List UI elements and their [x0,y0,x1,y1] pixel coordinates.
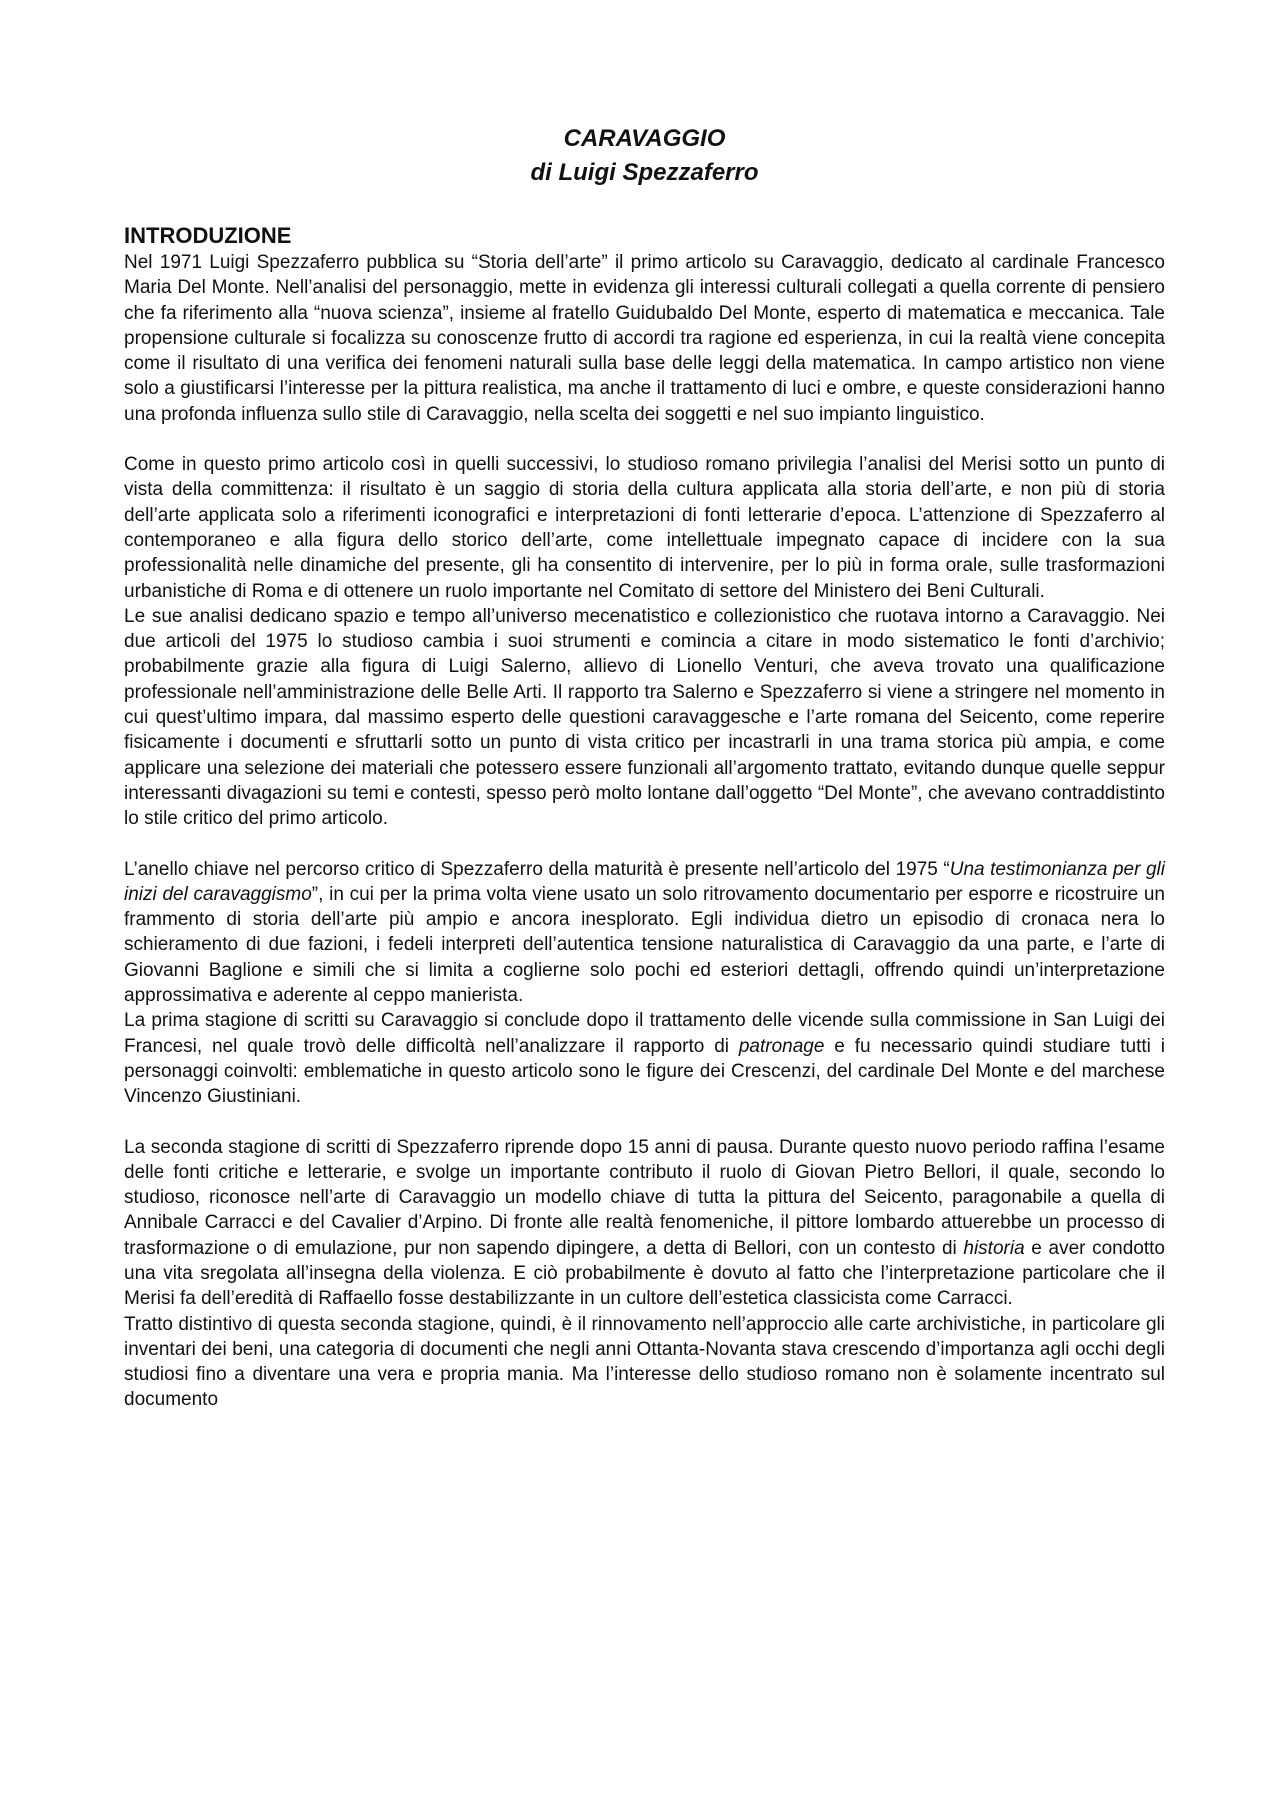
paragraph-gap [124,1110,1165,1135]
paragraph-1: Nel 1971 Luigi Spezzaferro pubblica su “Storia dell’arte” il primo articolo su Caravaggio, dedicato al cardinale Francesco Maria Del Monte. Nell’analisi del personaggio, mette in evidenza gli interessi culturali collegati a quella corrente di pensiero che fa riferimento alla “nuova scienza”, insieme al fratello Guidubaldo Del Monte, esperto di matematica e meccanica. Tale propensione culturale si focalizza su conoscenze frutto di accordi tra ragione ed esperienza, in cui la realtà viene concepita come il risultato di una verifica dei fenomeni naturali sulla base delle leggi della matematica. In campo artistico non viene solo a giustificarsi l’interesse per la pittura realistica, ma anche il trattamento di luci e ombre, e queste considerazioni hanno una profonda influenza sullo stile di Caravaggio, nella scelta dei soggetti e nel suo impianto linguistico. [124,252,1165,425]
paragraph-2: Come in questo primo articolo così in quelli successivi, lo studioso romano privilegia l’analisi del Merisi sotto un punto di vista della committenza: il risultato è un saggio di storia della cultura applicata alla storia dell’arte, e non più di storia dell’arte applicata solo a riferimenti iconografici e interpretazioni di fonti letterarie d’epoca. L’attenzione di Spezzaferro al contemporaneo e alla figura dello storico dell’arte, come intellettuale impegnato capace di incidere con la sua professionalità nelle dinamiche del presente, gli ha consentito di intervenire, per lo più in forma orale, sulle trasformazioni urbanistiche di Roma e di ottenere un ruolo importante nel Comitato di settore del Ministero dei Beni Culturali. [124,454,1165,602]
paragraph-5-italic-term: patronage [738,1035,825,1057]
paragraph-4 [124,857,1165,1009]
paragraph-4-text-after: ”, in cui per la prima volta viene usato un solo ritrovamento documentario per esporre e ricostruire un frammento di storia dell’arte più ampio e ancora inesplorato. Egli individua dietro un episodio di cronaca nera lo schieramento di due fazioni, i fedeli interpreti dell’autentica tensione naturalistica di Caravaggio da una parte, e l’arte di Giovanni Baglione e simili che si limita a coglierne solo pochi ed esteriori dettagli, offrendo quindi un’interpretazione approssimativa e aderente al ceppo manierista. [124,883,1165,1007]
document-page [124,122,1165,1413]
document-subtitle: di Luigi Spezzaferro [530,159,759,186]
section-heading-introduzione: INTRODUZIONE [124,223,292,248]
paragraph-gap [124,427,1165,452]
paragraph-4-text-before: L’anello chiave nel percorso critico di Spezzaferro della maturità è presente nell’articolo del 1975 “ [124,858,950,880]
paragraph-5-text-after: e fu necessario quindi studiare tutti i personaggi coinvolti: emblematiche in questo articolo sono le figure dei Crescenzi, del cardinale Del Monte e del marchese Vincenzo Giustiniani. [124,1035,1165,1108]
paragraph-6-italic-term: historia [963,1237,1025,1259]
paragraph-5 [124,1008,1165,1109]
paragraph-4-italic-title: Una testimonianza per gli inizi del caravaggismo [124,858,1165,905]
paragraph-gap [124,832,1165,857]
paragraph-3: Le sue analisi dedicano spazio e tempo all’universo mecenatistico e collezionistico che ruotava intorno a Caravaggio. Nei due articoli del 1975 lo studioso cambia i suoi strumenti e comincia a citare in modo sistematico le fonti d’archivio; probabilmente grazie alla figura di Luigi Salerno, allievo di Lionello Venturi, che aveva trovato una qualificazione professionale nell’amministrazione delle Belle Arti. Il rapporto tra Salerno e Spezzaferro si viene a stringere nel momento in cui quest’ultimo impara, dal massimo esperto delle questioni caravaggesche e l’arte romana del Seicento, come reperire fisicamente i documenti e sfruttarli sotto un punto di vista critico per incastrarli in una trama storica più ampia, e come applicare una selezione dei materiali che potessero essere funzionali all’argomento trattato, evitando dunque quelle seppur interessanti divagazioni su temi e contesti, spesso però molto lontane dall’oggetto “Del Monte”, che avevano contraddistinto lo stile critico del primo articolo. [124,605,1165,830]
paragraph-6 [124,1135,1165,1312]
paragraph-7: Tratto distintivo di questa seconda stagione, quindi, è il rinnovamento nell’approccio alle carte archivistiche, in particolare gli inventari dei beni, una categoria di documenti che negli anni Ottanta-Novanta stava crescendo d’importanza agli occhi degli studiosi fino a diventare una vera e propria mania. Ma l’interesse dello studioso romano non è solamente incentrato sul documento [124,1313,1165,1411]
title-block [124,122,1165,190]
paragraph-6-text-after: e aver condotto una vita sregolata all’insegna della violenza. E ciò probabilmente è dovuto al fatto che l’interpretazione particolare che il Merisi fa dell’eredità di Raffaello fosse destabilizzante in un cultore dell’estetica classicista come Carracci. [124,1237,1165,1310]
document-title: CARAVAGGIO [563,125,726,152]
paragraph-5-text-before: La prima stagione di scritti su Caravaggio si conclude dopo il trattamento delle vicende sulla commissione in San Luigi dei Francesi, nel quale trovò delle difficoltà nell’analizzare il rapporto di [124,1010,1165,1057]
paragraph-6-text-before: La seconda stagione di scritti di Spezzaferro riprende dopo 15 anni di pausa. Durante questo nuovo periodo raffina l’esame delle fonti critiche e letterarie, e svolge un importante contributo il ruolo di Giovan Pietro Bellori, il quale, secondo lo studioso, riconosce nell’arte di Caravaggio un modello chiave di tutta la pittura del Seicento, paragonabile a quella di Annibale Carracci e del Cavalier d’Arpino. Di fronte alle realtà fenomeniche, il pittore lombardo attuerebbe un processo di trasformazione o di emulazione, pur non sapendo dipingere, a detta di Bellori, con un contesto di [124,1136,1165,1259]
